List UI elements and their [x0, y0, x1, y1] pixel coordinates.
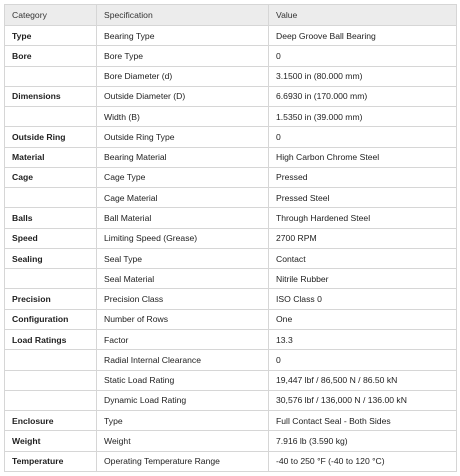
table-row	[5, 370, 457, 390]
row-specification: Static Load Rating	[97, 370, 269, 390]
table-row	[5, 390, 457, 410]
row-specification: Cage Material	[97, 188, 269, 208]
row-value: 3.1500 in (80.000 mm)	[269, 66, 457, 86]
row-specification: Radial Internal Clearance	[97, 350, 269, 370]
row-category	[5, 66, 97, 86]
row-value: Nitrile Rubber	[269, 269, 457, 289]
row-value: Full Contact Seal - Both Sides	[269, 411, 457, 431]
row-value: 7.916 lb (3.590 kg)	[269, 431, 457, 451]
row-specification: Bearing Material	[97, 147, 269, 167]
row-value: Contact	[269, 248, 457, 268]
row-specification: Bore Type	[97, 46, 269, 66]
row-value: High Carbon Chrome Steel	[269, 147, 457, 167]
row-category	[5, 269, 97, 289]
table-row	[5, 26, 457, 46]
row-value: ISO Class 0	[269, 289, 457, 309]
row-specification: Bearing Type	[97, 26, 269, 46]
table-row	[5, 167, 457, 187]
spec-table-container	[4, 4, 456, 472]
table-row	[5, 289, 457, 309]
row-specification: Operating Temperature Range	[97, 451, 269, 471]
row-value: Through Hardened Steel	[269, 208, 457, 228]
table-body	[5, 26, 457, 472]
table-row	[5, 431, 457, 451]
table-row	[5, 208, 457, 228]
row-value: Pressed	[269, 167, 457, 187]
row-value: 1.5350 in (39.000 mm)	[269, 107, 457, 127]
row-category: Cage	[5, 167, 97, 187]
table-row	[5, 188, 457, 208]
row-specification: Bore Diameter (d)	[97, 66, 269, 86]
row-specification: Dynamic Load Rating	[97, 390, 269, 410]
row-category: Type	[5, 26, 97, 46]
row-category: Temperature	[5, 451, 97, 471]
row-value: 19,447 lbf / 86,500 N / 86.50 kN	[269, 370, 457, 390]
table-row	[5, 147, 457, 167]
row-specification: Precision Class	[97, 289, 269, 309]
row-category	[5, 107, 97, 127]
row-specification: Limiting Speed (Grease)	[97, 228, 269, 248]
row-specification: Cage Type	[97, 167, 269, 187]
row-specification: Outside Ring Type	[97, 127, 269, 147]
table-row	[5, 411, 457, 431]
row-specification: Type	[97, 411, 269, 431]
row-category	[5, 350, 97, 370]
table-row	[5, 86, 457, 106]
row-category: Bore	[5, 46, 97, 66]
header-value: Value	[269, 5, 457, 26]
row-value: -40 to 250 °F (-40 to 120 °C)	[269, 451, 457, 471]
table-row	[5, 309, 457, 329]
table-row	[5, 451, 457, 471]
row-category: Precision	[5, 289, 97, 309]
table-row	[5, 127, 457, 147]
row-value: 6.6930 in (170.000 mm)	[269, 86, 457, 106]
row-category: Material	[5, 147, 97, 167]
row-specification: Factor	[97, 329, 269, 349]
row-specification: Weight	[97, 431, 269, 451]
table-row	[5, 329, 457, 349]
row-category: Enclosure	[5, 411, 97, 431]
row-value: Deep Groove Ball Bearing	[269, 26, 457, 46]
row-value: 2700 RPM	[269, 228, 457, 248]
table-row	[5, 248, 457, 268]
row-category: Load Ratings	[5, 329, 97, 349]
row-category: Dimensions	[5, 86, 97, 106]
row-specification: Seal Type	[97, 248, 269, 268]
row-value: 30,576 lbf / 136,000 N / 136.00 kN	[269, 390, 457, 410]
row-value: 13.3	[269, 329, 457, 349]
table-row	[5, 107, 457, 127]
row-specification: Seal Material	[97, 269, 269, 289]
row-specification: Ball Material	[97, 208, 269, 228]
row-value: One	[269, 309, 457, 329]
row-category	[5, 188, 97, 208]
row-category: Balls	[5, 208, 97, 228]
row-category	[5, 390, 97, 410]
spec-table	[4, 4, 457, 472]
row-specification: Number of Rows	[97, 309, 269, 329]
row-category: Speed	[5, 228, 97, 248]
row-specification: Width (B)	[97, 107, 269, 127]
row-value: Pressed Steel	[269, 188, 457, 208]
table-row	[5, 269, 457, 289]
row-category	[5, 370, 97, 390]
row-category: Weight	[5, 431, 97, 451]
row-value: 0	[269, 46, 457, 66]
row-value: 0	[269, 350, 457, 370]
row-specification: Outside Diameter (D)	[97, 86, 269, 106]
row-value: 0	[269, 127, 457, 147]
header-specification: Specification	[97, 5, 269, 26]
row-category: Sealing	[5, 248, 97, 268]
table-row	[5, 66, 457, 86]
row-category: Configuration	[5, 309, 97, 329]
table-header-row	[5, 5, 457, 26]
table-row	[5, 228, 457, 248]
header-category: Category	[5, 5, 97, 26]
table-row	[5, 350, 457, 370]
table-row	[5, 46, 457, 66]
row-category: Outside Ring	[5, 127, 97, 147]
